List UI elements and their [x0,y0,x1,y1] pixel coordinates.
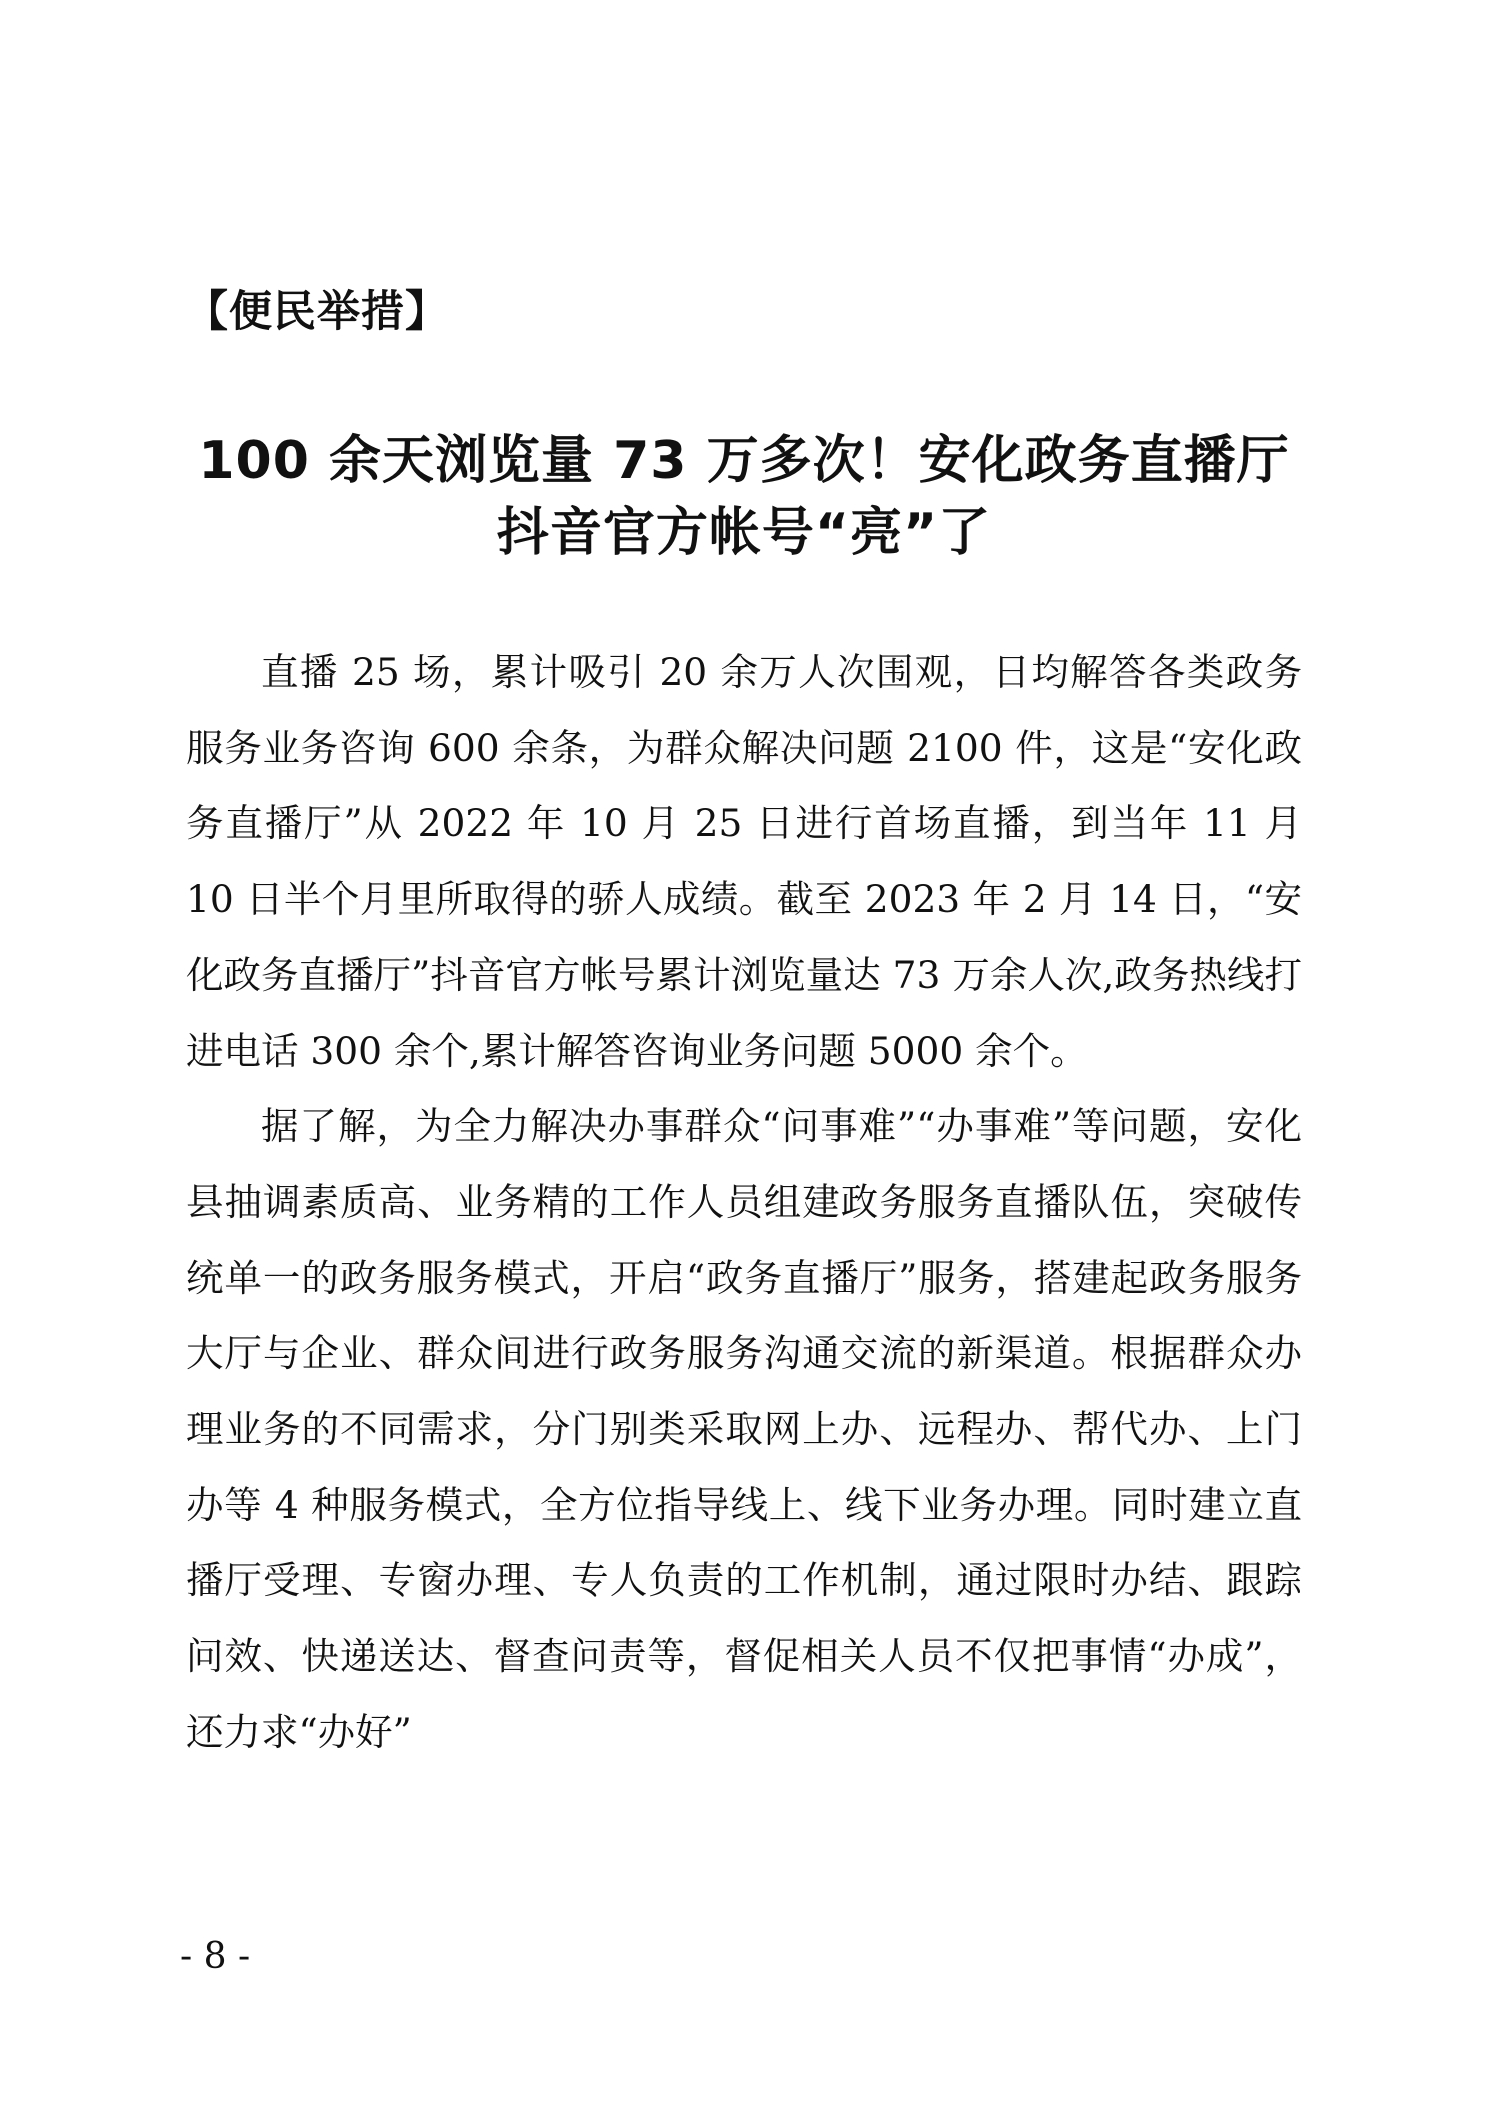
page-number: - 8 - [180,1936,251,1977]
article-body [186,635,1302,1771]
body-paragraph-2: 据了解，为全力解决办事群众“问事难”“办事难”等问题，安化县抽调素质高、业务精的工作人员组建政务服务直播队伍，突破传统单一的政务服务模式，开启“政务直播厅”服务，搭建起政务服务大厅与企业、群众间进行政务服务沟通交流的新渠道。根据群众办理业务的不同需求，分门别类采取网上办、远程办、帮代办、上门办等 4 种服务模式，全方位指导线上、线下业务办理。同时建立直播厅受理、专窗办理、专人负责的工作机制，通过限时办结、跟踪问效、快递送达、督查问责等，督促相关人员不仅把事情“办成”，还力求“办好” [186,1104,1302,1754]
article-title-line-2: 抖音官方帐号“亮”了 [496,503,992,563]
article-title-line-1: 100 余天浏览量 73 万多次！安化政务直播厅 [198,431,1290,491]
body-paragraph-1: 直播 25 场，累计吸引 20 余万人次围观，日均解答各类政务服务业务咨询 600 余条，为群众解决问题 2100 件，这是“安化政务直播厅”从 2022 年 10 月 25 日进行首场直播，到当年 11 月 10 日半个月里所取得的骄人成绩。截至 2023 年 2 月 14 日，“安化政务直播厅”抖音官方帐号累计浏览量达 73 万余人次,政务热线打进电话 300 余个,累计解答咨询业务问题 5000 余个。 [186,650,1302,1073]
section-tag: 【便民举措】 [185,287,449,337]
